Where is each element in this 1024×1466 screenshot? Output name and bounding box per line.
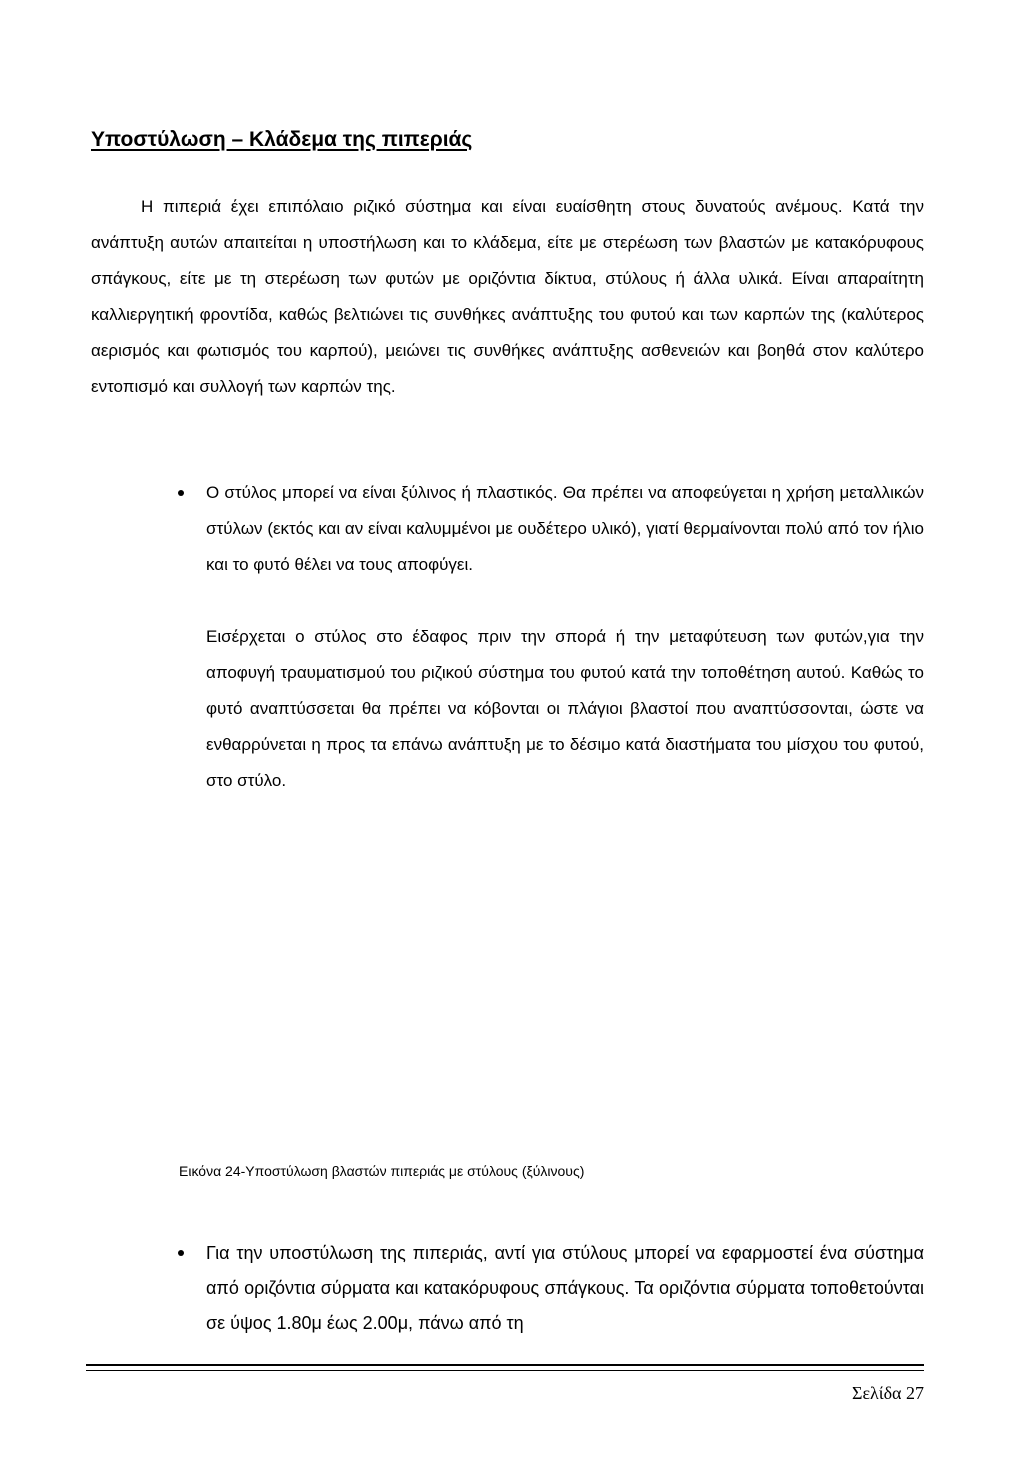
list-item	[206, 475, 924, 583]
pole-installation-paragraph: Εισέρχεται ο στύλος στο έδαφος πριν την σπορά ή την μεταφύτευση των φυτών,για την αποφυγή τραυματισμού του ριζικού σύστημα του φυτού κατά την τοποθέτηση αυτού. Καθώς το φυτό αναπτύσσεται θα πρέπει να κόβονται οι πλάγιοι βλαστοί που αναπτύσσονται, ώστε να ενθαρρύνεται η προς τα επάνω ανάπτυξη με το δέσιμο κατά διαστήματα του μίσχου του φυτού, στο στύλο.	[206, 627, 924, 790]
list-item	[206, 1236, 924, 1341]
footer-divider	[86, 1370, 924, 1371]
intro-paragraph: Η πιπεριά έχει επιπόλαιο ριζικό σύστημα και είναι ευαίσθητη στους δυνατούς ανέμους. Κατά την ανάπτυξη αυτών απαιτείται η υποστήλωση και το κλάδεμα, είτε με στερέωση των βλαστών με κατακόρυφους σπάγκους, είτε με τη στερέωση των φυτών με οριζόντια δίκτυα, στύλους ή άλλα υλικά. Είναι απαραίτητη καλλιεργητική φροντίδα, καθώς βελτιώνει τις συνθήκες ανάπτυξης του φυτού και των καρπών της (καλύτερος αερισμός και φωτισμός του καρπού), μειώνει τις συνθήκες ανάπτυξης ασθενειών και βοηθά στον καλύτερο εντοπισμό και συλλογή των καρπών της.	[91, 197, 924, 396]
page-number: Σελίδα 27	[851, 1383, 924, 1403]
bullet-icon	[178, 490, 184, 496]
bullet-text-pole-material: Ο στύλος μπορεί να είναι ξύλινος ή πλαστικός. Θα πρέπει να αποφεύγεται η χρήση μεταλλικών στύλων (εκτός και αν είναι καλυμμένοι με ουδέτερο υλικό), γιατί θερμαίνονται πολύ από τον ήλιο και το φυτό θέλει να τους αποφύγει.	[206, 483, 924, 574]
footer-divider	[86, 1364, 924, 1366]
bullet-text-wire-system: Για την υποστύλωση της πιπεριάς, αντί για στύλους μπορεί να εφαρμοστεί ένα σύστημα από οριζόντια σύρματα και κατακόρυφους σπάγκους. Τα οριζόντια σύρματα τοποθετούνται σε ύψος 1.80μ έως 2.00μ, πάνω από τη	[206, 1243, 924, 1333]
figure-caption: Εικόνα 24-Υποστύλωση βλαστών πιπεριάς με στύλους (ξύλινους)	[179, 1163, 585, 1179]
bullet-icon	[178, 1250, 184, 1256]
section-title: Υποστύλωση – Κλάδεμα της πιπεριάς	[91, 128, 473, 151]
